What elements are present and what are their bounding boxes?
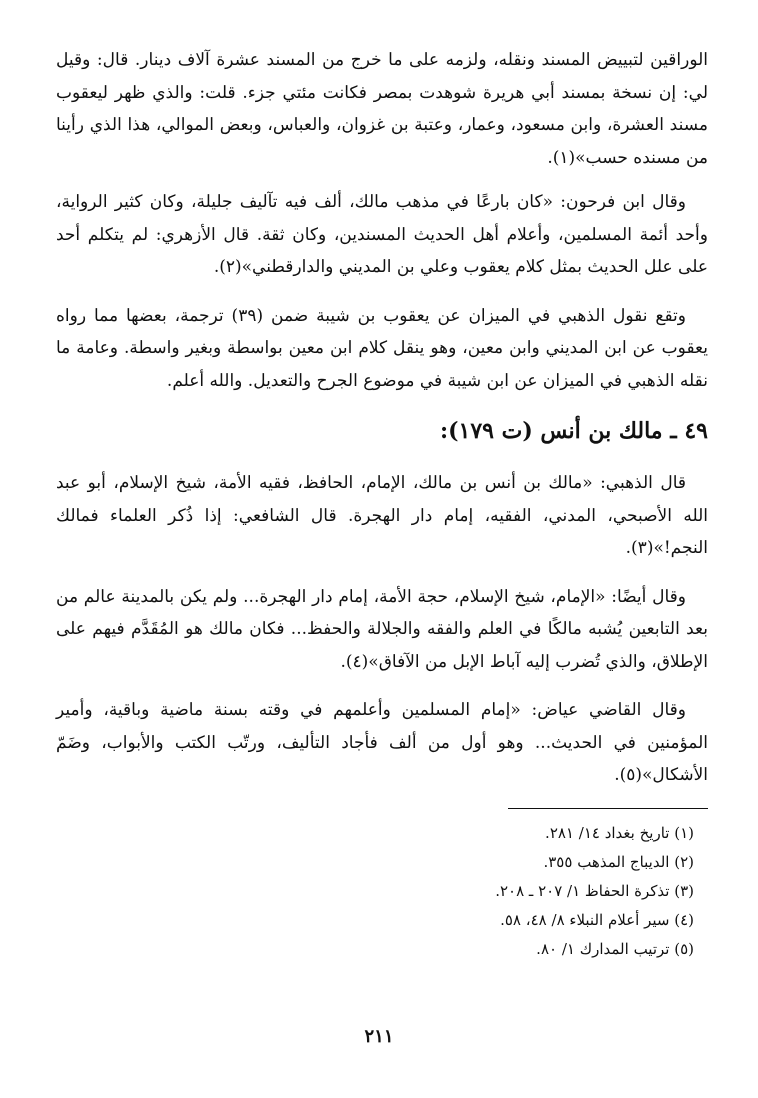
paragraph-ibn-farhun: وقال ابن فرحون: «كان بارعًا في مذهب مالك، ألف فيه تآليف جليلة، وكان كثير الرواية، وأحد أئمة المسلمين، وأعلام أهل الحديث المسندين، وكان ثقة. قال الأزهري: لم يتكلم أحد على علل الحديث بمثل كلام يعقوب وعلي بن المديني والدارقطني»(٢). (56, 192, 708, 277)
footnote-item: (٣) تذكرة الحفاظ ١/ ٢٠٧ ـ ٢٠٨. (495, 881, 694, 900)
paragraph-dhahabi-mizan: وتقع نقول الذهبي في الميزان عن يعقوب بن شيبة ضمن (٣٩) ترجمة، بعضها مما رواه يعقوب عن ابن المديني وابن معين، وهو ينقل كلام ابن معين بواسطة وبغير واسطة. وعامة ما نقله الذهبي في الميزان عن ابن شيبة في موضوع الجرح والتعديل. والله أعلم. (56, 305, 708, 391)
footnote-item: (١) تاريخ بغداد ١٤/ ٢٨١. (545, 823, 694, 842)
paragraph-continuation: الوراقين لتبييض المسند ونقله، ولزمه على ما خرج من المسند عشرة آلاف دينار. قال: وقيل لي: إن نسخة بمسند أبي هريرة شوهدت بمصر فكانت مئتي جزء. قلت: والذي ظهر ليعقوب مسند العشرة، وابن مسعود، وعمار، وعتبة بن غزوان، والعباس، وبعض الموالي، هذا الذي رأينا من مسنده حسب»(١). (56, 50, 708, 168)
section-heading: ٤٩ ـ مالك بن أنس (ت ١٧٩): (439, 418, 708, 444)
page-number: ٢١١ (364, 1026, 394, 1047)
footnote-item: (٢) الديباج المذهب ٣٥٥. (543, 852, 694, 871)
footnotes-list (56, 819, 708, 964)
paragraph-dhahabi-quote: قال الذهبي: «مالك بن أنس بن مالك، الإمام، الحافظ، فقيه الأمة، شيخ الإسلام، أبو عبد الله الأصبحي، المدني، الفقيه، إمام دار الهجرة. قال الشافعي: إذا ذُكر العلماء فمالك النجم!»(٣). (56, 473, 708, 558)
footnote-item: (٥) ترتيب المدارك ١/ ٨٠. (536, 939, 694, 958)
footnote-divider (508, 808, 708, 809)
paragraph-dhahabi-also: وقال أيضًا: «الإمام، شيخ الإسلام، حجة الأمة، إمام دار الهجرة... ولم يكن بالمدينة عالم من بعد التابعين يُشبه مالكًا في العلم والفقه والجلالة والحفظ... فكان مالك هو المُقَدَّم فيهم على الإطلاق، والذي تُضرب إليه آباط الإبل من الآفاق»(٤). (56, 586, 708, 672)
footnote-item: (٤) سير أعلام النبلاء ٨/ ٤٨، ٥٨. (500, 910, 694, 929)
paragraph-qadi-iyad: وقال القاضي عياض: «إمام المسلمين وأعلمهم في وقته بسنة ماضية وباقية، وأمير المؤمنين في الحديث... وهو أول من ألف فأجاد التأليف، ورتّب الكتب والأبواب، وضَمّ الأشكال»(٥). (56, 700, 708, 785)
